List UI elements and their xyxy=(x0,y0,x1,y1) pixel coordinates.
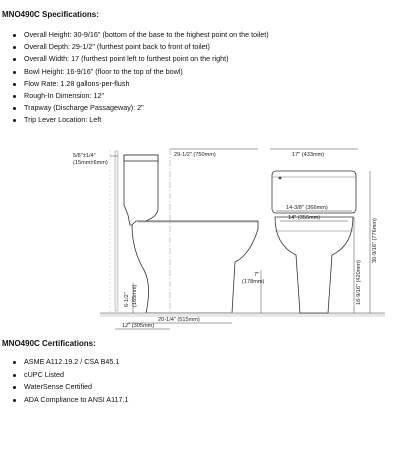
toilet-front-view xyxy=(272,171,356,313)
spec-item: Overall Depth: 29-1/2" (furthest point back to front of toilet) xyxy=(10,41,269,53)
trap-label: 7" xyxy=(254,272,260,278)
rough-in-label: 12" (305mm) xyxy=(122,323,155,329)
spec-item: Trapway (Discharge Passageway): 2" xyxy=(10,102,269,114)
cert-item: ADA Compliance to ANSI A117.1 xyxy=(10,394,129,407)
spec-item: Flow Rate: 1.28 gallons-per-flush xyxy=(10,78,269,90)
side-bowl xyxy=(132,221,258,313)
toilet-dimension-drawing xyxy=(70,145,390,335)
specifications-heading: MNO490C Specifications: xyxy=(2,10,99,19)
depth-label: 29-1/2" (750mm) xyxy=(174,152,216,158)
specifications-list xyxy=(10,29,269,127)
supply-height-mm-label: (165mm) xyxy=(132,284,138,307)
cert-item: cUPC Listed xyxy=(10,369,129,382)
spec-item: Trip Lever Location: Left xyxy=(10,114,269,126)
bowl-height-label: 16-9/16" (420mm) xyxy=(356,260,362,305)
wall-offset-mm-label: (15mm±6mm) xyxy=(73,160,108,166)
certifications-heading: MNO490C Certifications: xyxy=(2,339,96,348)
trap-mm-label: (178mm) xyxy=(242,279,265,285)
seat-inner-label: 14" (356mm) xyxy=(288,215,321,221)
wall-offset-label: 5/8"±1/4" xyxy=(73,153,96,159)
wall xyxy=(115,151,118,311)
spec-item: Overall Height: 30-9/16" (bottom of the base to the highest point on the toilet) xyxy=(10,29,269,41)
spec-item: Overall Width: 17 (furthest point left to furthest point on the right) xyxy=(10,53,269,65)
width-label: 17" (433mm) xyxy=(292,152,325,158)
seat-outer-label: 14-3/8" (366mm) xyxy=(286,205,328,211)
side-tank xyxy=(124,155,158,225)
cert-item: WaterSense Certified xyxy=(10,381,129,394)
spec-item: Rough-In Dimension: 12" xyxy=(10,90,269,102)
trip-lever-icon xyxy=(279,177,282,180)
base-depth-label: 20-1/4" (515mm) xyxy=(158,317,200,323)
cert-item: ASME A112.19.2 / CSA B45.1 xyxy=(10,356,129,369)
spec-item: Bowl Height: 16-9/16" (floor to the top of the bowl) xyxy=(10,66,269,78)
height-label: 30-9/16" (776mm) xyxy=(372,218,378,263)
toilet-side-view xyxy=(124,155,258,313)
certifications-list xyxy=(10,356,129,406)
supply-height-label: 6-1/2" xyxy=(124,292,130,307)
floor xyxy=(100,313,385,317)
front-bowl xyxy=(275,217,353,313)
side-tank-lid xyxy=(124,155,158,161)
